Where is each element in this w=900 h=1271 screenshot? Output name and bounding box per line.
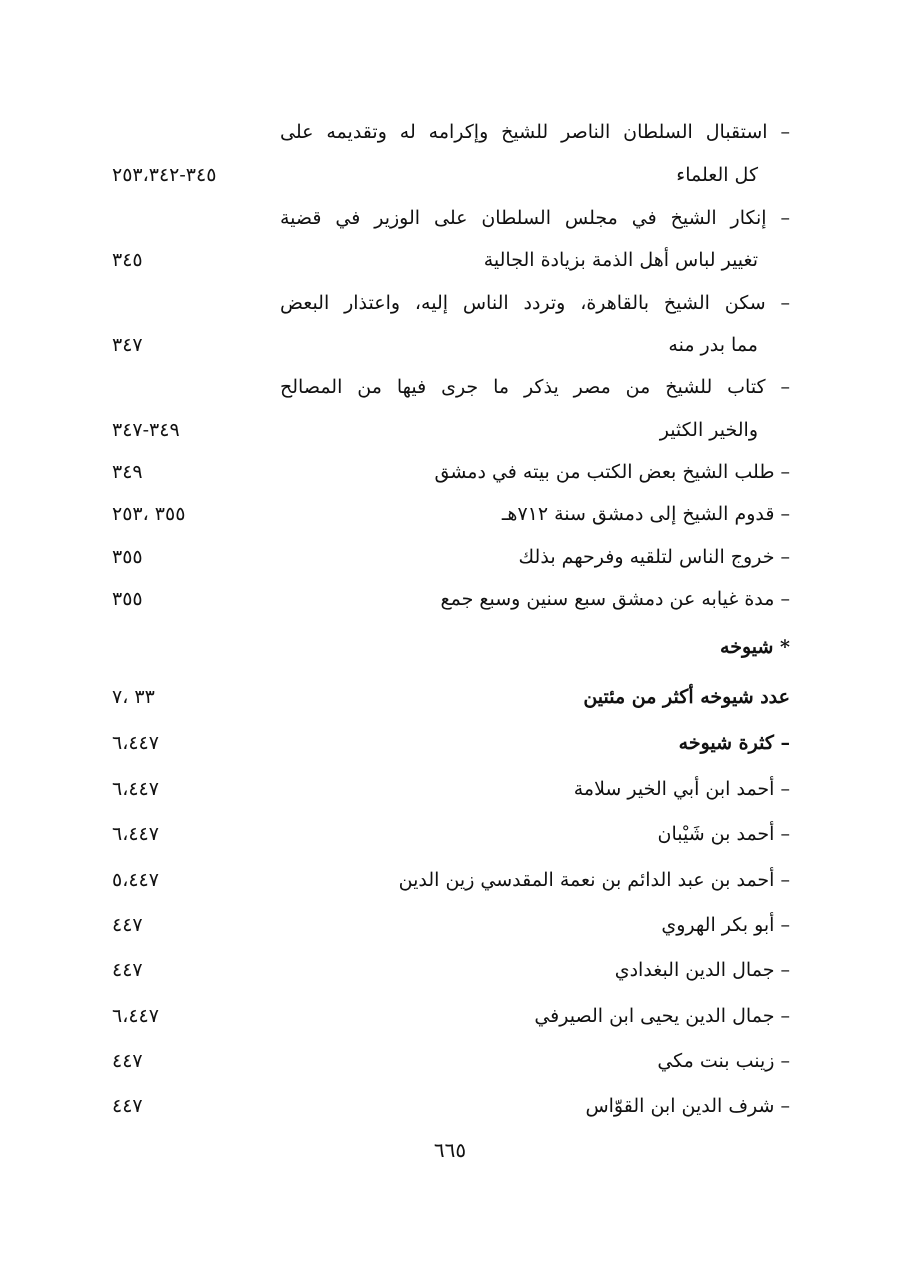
entry-text: – استقبال السلطان الناصر للشيخ وإكرامه له وتقديمه على (280, 121, 790, 143)
index-entry (100, 240, 790, 280)
entry-text: – إنكار الشيخ في مجلس السلطان على الوزير في قضية (280, 207, 790, 229)
entry-text: – زينب بنت مكي (657, 1050, 790, 1072)
entry-text: والخير الكثير (659, 419, 758, 441)
index-entry (100, 860, 790, 900)
entry-pages: ٣٤٩-٣٤٧ (112, 419, 180, 441)
entry-pages: ٣٤٥ (112, 249, 143, 271)
page-number: ٦٦٥ (433, 1138, 467, 1162)
index-entry (100, 537, 790, 577)
index-entry (100, 112, 790, 152)
index-entry (100, 452, 790, 492)
entry-pages: ٤٤٧ (112, 1050, 143, 1072)
entry-text: – أحمد بن شَيْبان (657, 823, 790, 845)
entry-text: – كثرة شيوخه (678, 732, 790, 754)
entry-pages: ٣٤٩ (112, 461, 143, 483)
entry-pages: ٤٤٧ (112, 914, 143, 936)
index-entry (100, 1041, 790, 1081)
index-entry (100, 769, 790, 809)
entry-text: – خروج الناس لتلقيه وفرحهم بذلك (518, 546, 790, 568)
index-entry (100, 950, 790, 990)
entry-text: عدد شيوخه أكثر من مئتين (583, 686, 790, 708)
entry-text: – كتاب للشيخ من مصر يذكر ما جرى فيها من المصالح (280, 376, 790, 398)
entry-text: – قدوم الشيخ إلى دمشق سنة ٧١٢هـ (501, 503, 790, 525)
entry-text: تغيير لباس أهل الذمة بزيادة الجالية (483, 249, 758, 271)
section-heading (100, 627, 790, 667)
entry-pages: ٦،٤٤٧ (112, 778, 159, 800)
index-entry (100, 579, 790, 619)
entry-text: – مدة غيابه عن دمشق سبع سنين وسبع جمع (440, 588, 790, 610)
entry-text: – طلب الشيخ بعض الكتب من بيته في دمشق (434, 461, 790, 483)
entry-pages: ٣٥٥ (112, 588, 143, 610)
entry-text: – أحمد بن عبد الدائم بن نعمة المقدسي زين الدين (398, 869, 790, 891)
index-entry (100, 1086, 790, 1126)
entry-text: – جمال الدين البغدادي (614, 959, 790, 981)
entry-pages: ٣٣ ،٧ (112, 686, 155, 708)
entry-text: – سكن الشيخ بالقاهرة، وتردد الناس إليه، واعتذار البعض (280, 292, 790, 314)
index-entry (100, 410, 790, 450)
index-entry (100, 155, 790, 195)
entry-text: – أبو بكر الهروي (661, 914, 790, 936)
index-entry (100, 283, 790, 323)
entry-pages: ٥،٤٤٧ (112, 869, 159, 891)
section-title: * شيوخه (720, 636, 790, 658)
entry-text: مما بدر منه (668, 334, 758, 356)
entry-text: – جمال الدين يحيى ابن الصيرفي (534, 1005, 790, 1027)
index-entry (100, 198, 790, 238)
entry-pages: ٣٤٥-٢٥٣،٣٤٢ (112, 164, 217, 186)
entry-pages: ٦،٤٤٧ (112, 823, 159, 845)
entry-pages: ٣٥٥ ،٢٥٣ (112, 503, 186, 525)
entry-pages: ٣٥٥ (112, 546, 143, 568)
index-entry (100, 814, 790, 854)
entry-text: كل العلماء (676, 164, 758, 186)
index-entry (100, 325, 790, 365)
index-entry (100, 723, 790, 763)
entry-pages: ٣٤٧ (112, 334, 143, 356)
entry-pages: ٤٤٧ (112, 1095, 143, 1117)
index-entry (100, 996, 790, 1036)
entry-text: – أحمد ابن أبي الخير سلامة (573, 778, 790, 800)
index-entry (100, 677, 790, 717)
index-entry (100, 367, 790, 407)
entry-pages: ٦،٤٤٧ (112, 1005, 159, 1027)
index-entry (100, 905, 790, 945)
index-entry (100, 494, 790, 534)
entry-pages: ٤٤٧ (112, 959, 143, 981)
entry-text: – شرف الدين ابن القوّاس (585, 1095, 790, 1117)
entry-pages: ٦،٤٤٧ (112, 732, 159, 754)
